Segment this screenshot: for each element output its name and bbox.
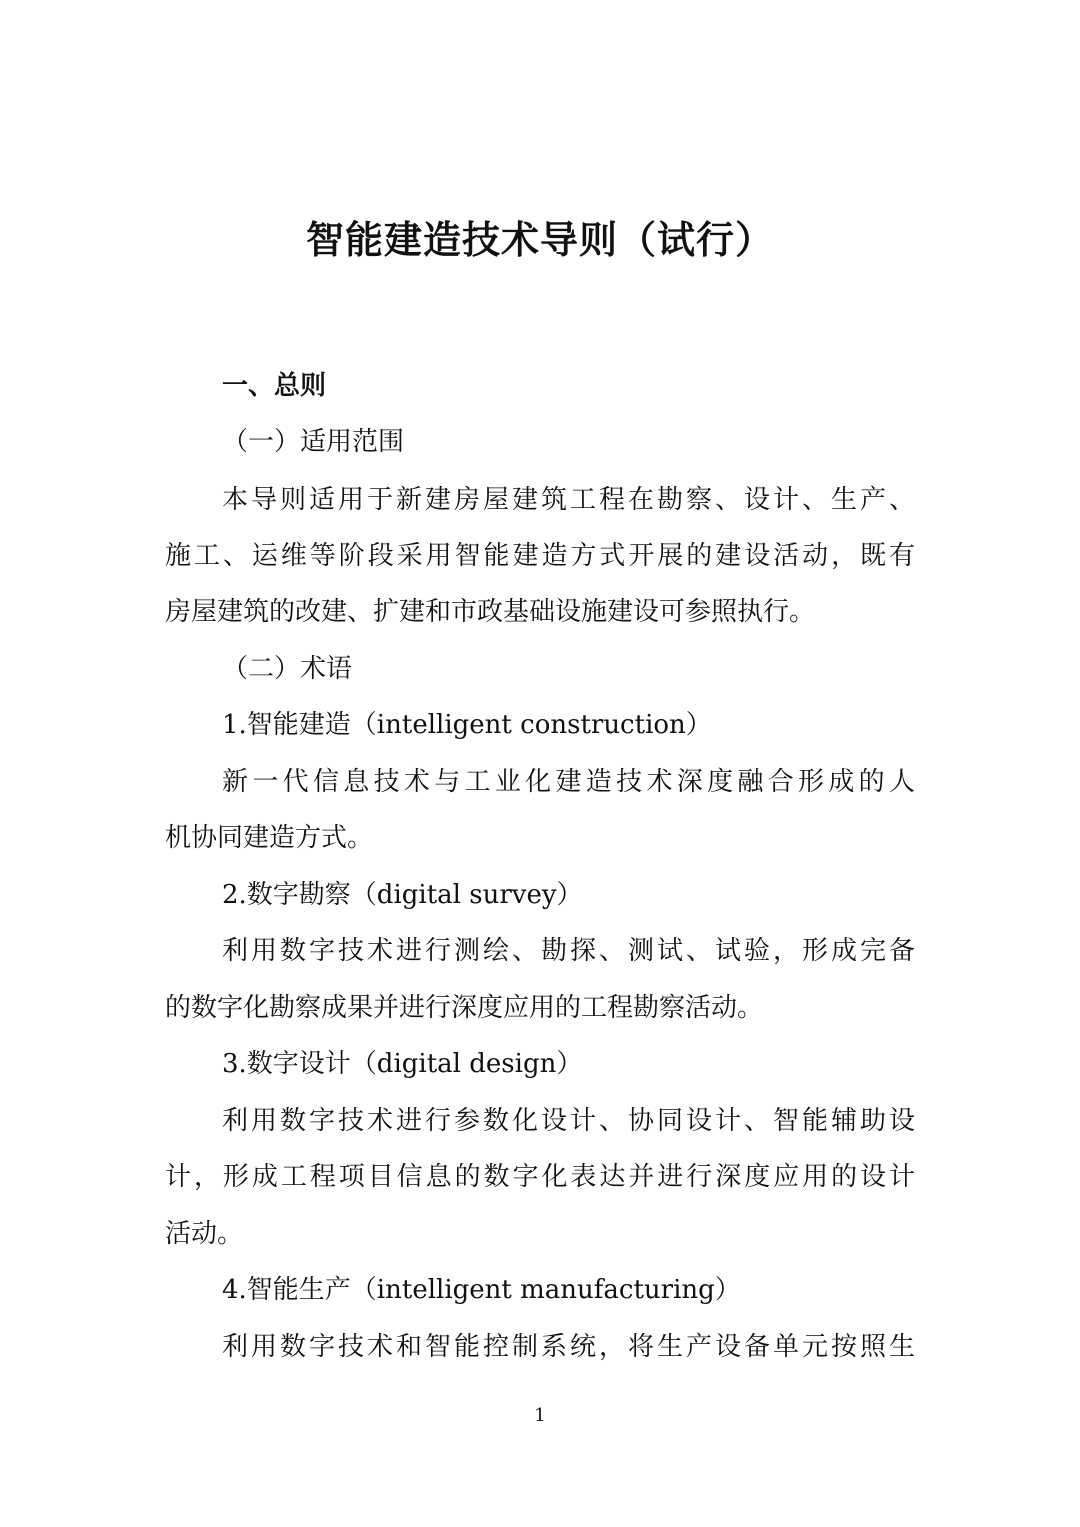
subsection-heading-terms: （二）术语 <box>222 654 353 684</box>
paragraph-line: 活动。 <box>165 1219 244 1249</box>
paragraph-line: 施工、运维等阶段采用智能建造方式开展的建设活动，既有 <box>165 541 915 571</box>
paragraph-line: 利用数字技术和智能控制系统，将生产设备单元按照生 <box>222 1332 915 1362</box>
paragraph-line: 机协同建造方式。 <box>165 823 374 853</box>
paragraph-line: 新一代信息技术与工业化建造技术深度融合形成的人 <box>222 767 915 797</box>
section-heading-general: 一、总则 <box>222 371 327 401</box>
term-label: 2.数字勘察（digital survey） <box>222 880 583 910</box>
term-label: 3.数字设计（digital design） <box>222 1049 583 1079</box>
term-label: 4.智能生产（intelligent manufacturing） <box>222 1275 741 1305</box>
paragraph-line: 房屋建筑的改建、扩建和市政基础设施建设可参照执行。 <box>165 597 816 627</box>
page-number: 1 <box>534 1405 546 1426</box>
paragraph-line: 本导则适用于新建房屋建筑工程在勘察、设计、生产、 <box>222 485 915 515</box>
paragraph-line: 利用数字技术进行测绘、勘探、测试、试验，形成完备 <box>222 936 915 966</box>
document-title: 智能建造技术导则（试行） <box>305 218 774 262</box>
paragraph-line: 的数字化勘察成果并进行深度应用的工程勘察活动。 <box>165 993 764 1023</box>
paragraph-line: 计，形成工程项目信息的数字化表达并进行深度应用的设计 <box>165 1162 915 1192</box>
subsection-heading-scope: （一）适用范围 <box>222 427 405 457</box>
term-label: 1.智能建造（intelligent construction） <box>222 710 712 740</box>
paragraph-line: 利用数字技术进行参数化设计、协同设计、智能辅助设 <box>222 1106 915 1136</box>
